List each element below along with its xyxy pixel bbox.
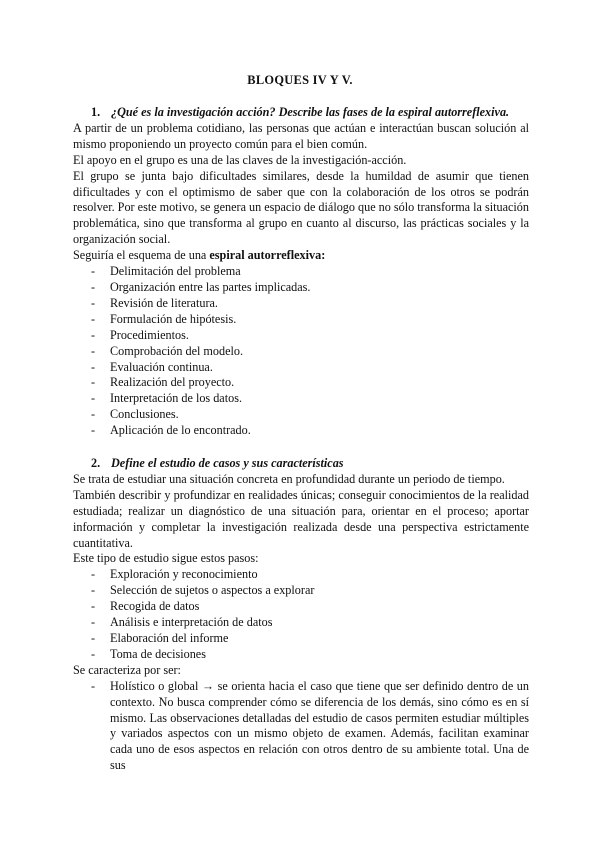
phases-list (73, 264, 529, 439)
list-item-text: Exploración y reconocimiento (110, 567, 258, 582)
list-item-text: Procedimientos. (110, 327, 189, 342)
section-1-number: 1. (91, 105, 101, 119)
section-2 (73, 456, 529, 774)
dash-bullet: - (91, 375, 96, 390)
list-item (73, 264, 529, 280)
dash-bullet: - (91, 615, 96, 630)
section-2-heading-text: Define el estudio de casos y sus características (111, 456, 344, 470)
section-2-paragraph: También describir y profundizar en realidades únicas; conseguir conocimientos de la realidad estudiada; realizar un diagnóstico de una situación para, orientar en el proceso; aportar información y completar la investigación realizada desde una perspectiva estrictamente cuantitativa. (73, 487, 529, 550)
section-1-heading-text: ¿Qué es la investigación acción? Describe las fases de la espiral autorreflexiva. (111, 105, 510, 119)
features-list (73, 679, 529, 774)
list-item (73, 599, 529, 615)
list-item-text: Selección de sujetos o aspectos a explorar (110, 583, 315, 598)
steps-list (73, 567, 529, 662)
section-1-paragraph: El grupo se junta bajo dificultades similares, desde la humildad de asumir que tienen dificultades y con el optimismo de saber que con la colaboración de los otros se podrán resolver. Por este motivo, se genera un espacio de diálogo que no sólo transforma la situación problemática, sino que transforma al grupo en cuanto al discurso, las prácticas sociales y la organización social. (73, 168, 529, 247)
dash-bullet: - (91, 359, 96, 374)
section-2-paragraph: Se trata de estudiar una situación concreta en profundidad durante un periodo de tiempo. (73, 471, 505, 486)
features-intro: Se caracteriza por ser: (73, 662, 181, 677)
list-item (73, 407, 529, 423)
list-item (73, 583, 529, 599)
spiral-intro (73, 248, 529, 264)
dash-bullet: - (91, 343, 96, 358)
steps-intro: Este tipo de estudio sigue estos pasos: (73, 551, 259, 566)
list-item-text: Formulación de hipótesis. (110, 311, 237, 326)
list-item-text: Evaluación continua. (110, 359, 213, 374)
list-item-text: Análisis e interpretación de datos (110, 615, 273, 630)
dash-bullet: - (91, 630, 96, 645)
list-item (73, 423, 529, 439)
list-item-text: Recogida de datos (110, 599, 200, 614)
list-item-text: Toma de decisiones (110, 646, 206, 661)
list-item-text: Revisión de literatura. (110, 295, 218, 310)
list-item-text: Interpretación de los datos. (110, 391, 242, 406)
list-item (73, 615, 529, 631)
spiral-intro-prefix: Seguiría el esquema de una (73, 248, 210, 263)
dash-bullet: - (91, 391, 96, 406)
list-item (73, 391, 529, 407)
section-2-number: 2. (91, 456, 101, 470)
spiral-intro-bold: espiral autorreflexiva: (209, 248, 326, 263)
dash-bullet: - (91, 423, 96, 438)
list-item-text: Holístico o global → se orienta hacia el caso que tiene que ser definido dentro de un contexto. No busca comprender cómo se diferencia de los demás, sino cómo es en sí mismo. Las observaciones detalladas del estudio de casos permiten estudiar múltiples y variados aspectos con un mismo objeto de examen. Además, facilitan examinar cada uno de esos aspectos en relación con otros dentro de su ambiente total. Una de sus (110, 678, 529, 773)
dash-bullet: - (91, 327, 96, 342)
list-item-text: Comprobación del modelo. (110, 343, 244, 358)
list-item (73, 375, 529, 391)
dash-bullet: - (91, 264, 96, 279)
list-item (73, 647, 529, 663)
list-item-text: Elaboración del informe (110, 630, 229, 645)
list-item-text: Realización del proyecto. (110, 375, 235, 390)
list-item (73, 344, 529, 360)
list-item (73, 567, 529, 583)
list-item-text: Organización entre las partes implicadas. (110, 279, 311, 294)
list-item (73, 631, 529, 647)
page-title: BLOQUES IV Y V. (247, 73, 353, 87)
section-1 (73, 105, 529, 439)
dash-bullet: - (91, 678, 96, 693)
section-2-heading (73, 456, 529, 472)
list-item-text: Conclusiones. (110, 407, 179, 422)
dash-bullet: - (91, 407, 96, 422)
list-item (73, 312, 529, 328)
dash-bullet: - (91, 279, 96, 294)
list-item (73, 679, 529, 774)
dash-bullet: - (91, 311, 96, 326)
list-item-text: Aplicación de lo encontrado. (110, 423, 251, 438)
section-1-paragraph: El apoyo en el grupo es una de las claves de la investigación-acción. (73, 152, 407, 167)
list-item (73, 328, 529, 344)
list-item (73, 280, 529, 296)
dash-bullet: - (91, 599, 96, 614)
dash-bullet: - (91, 583, 96, 598)
dash-bullet: - (91, 295, 96, 310)
list-item (73, 296, 529, 312)
section-1-paragraph: A partir de un problema cotidiano, las personas que actúan e interactúan buscan solución al mismo proponiendo un proyecto común para el bien común. (73, 120, 529, 151)
dash-bullet: - (91, 567, 96, 582)
dash-bullet: - (91, 646, 96, 661)
list-item-text: Delimitación del problema (110, 264, 241, 279)
section-1-heading (73, 105, 529, 121)
list-item (73, 360, 529, 376)
